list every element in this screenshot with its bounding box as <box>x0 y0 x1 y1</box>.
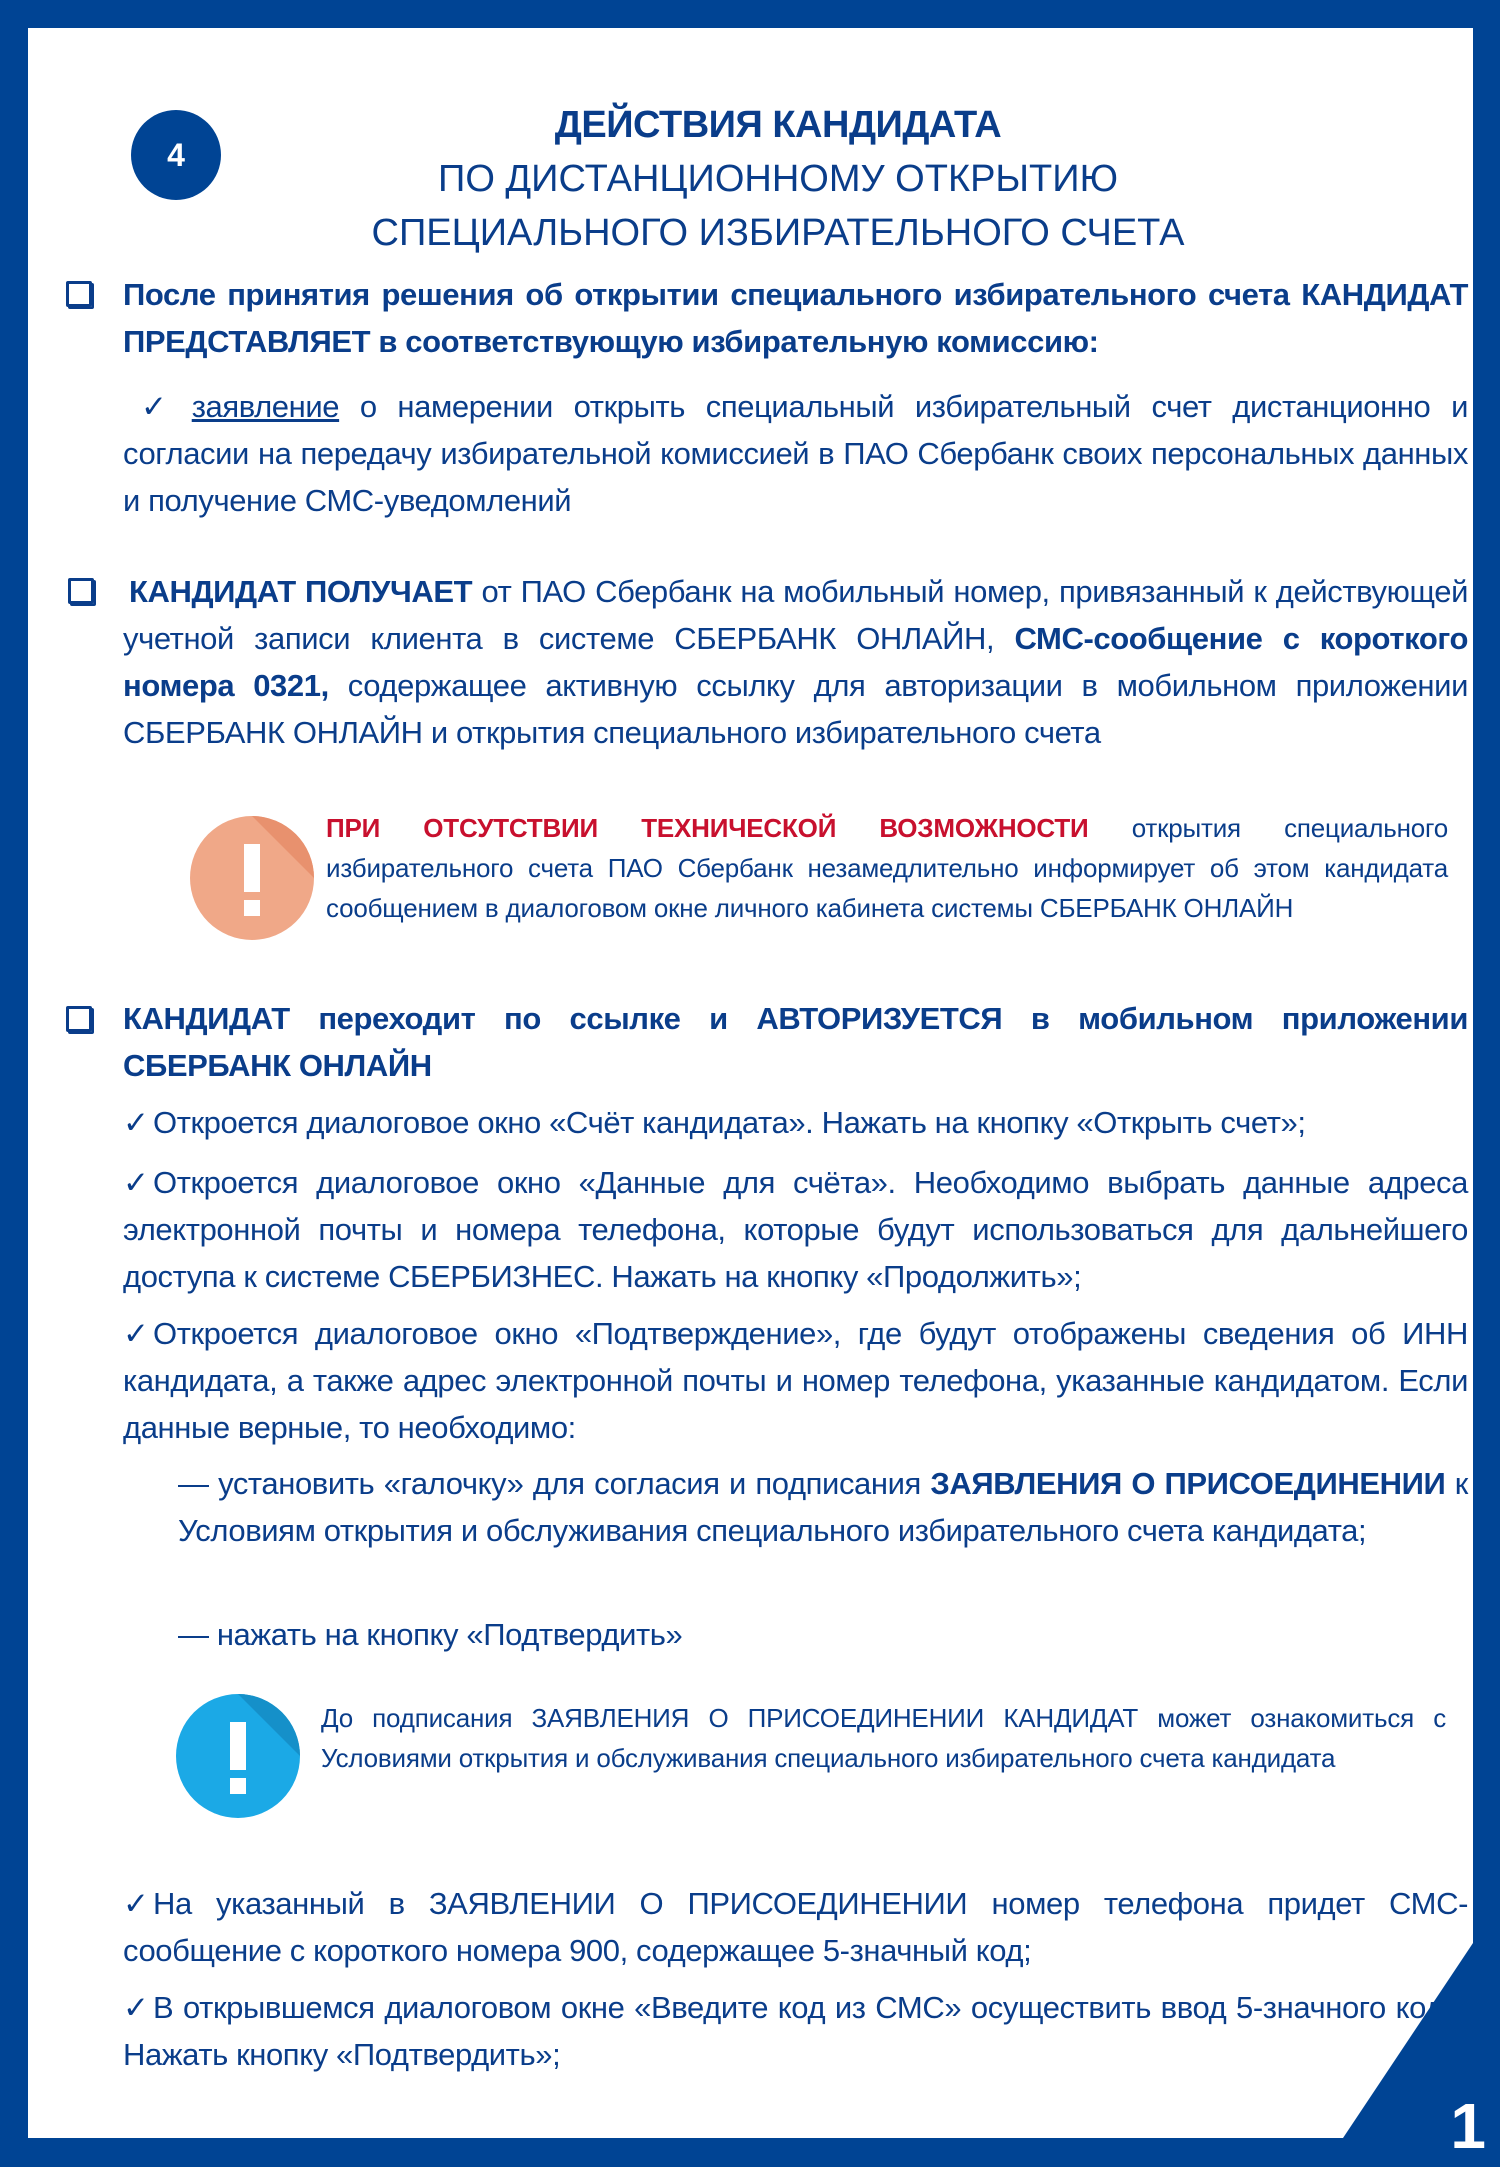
title-line-1: ДЕЙСТВИЯ КАНДИДАТА <box>554 104 1002 146</box>
section-1-text-a: После принятия решения об открытии специального избирательного счета <box>123 277 1302 312</box>
info-note: До подписания ЗАЯВЛЕНИЯ О ПРИСОЕДИНЕНИИ КАНДИДАТ может ознакомиться с Условиями открытия и обслуживания специального избирательного счета кандидата <box>321 1703 1446 1773</box>
step-number-badge: 4 <box>131 110 221 200</box>
section-2-text-1: от ПАО Сбербанк на мобильный номер, привязанный к действующей учетной записи клиента в системе СБЕРБАНК ОНЛАЙН, <box>123 574 1469 656</box>
sub-item-bold: ЗАЯВЛЕНИЯ О ПРИСОЕДИНЕНИИ <box>930 1466 1446 1501</box>
item-text: На указанный в ЗАЯВЛЕНИИ О ПРИСОЕДИНЕНИИ номер телефона придет СМС-сообщение с короткого номера 900, содержащее 5-значный код; <box>123 1886 1468 1968</box>
sub-item-text: установить «галочку» для согласия и подписания <box>208 1466 931 1501</box>
section-3-item-2 <box>123 1159 1468 1300</box>
warning-note <box>326 808 1448 928</box>
section-1-item-text: о намерении открыть специальный избирательный счет дистанционно и согласии на передачу избирательной комиссией в ПАО Сбербанк своих персональных данных и получение СМС-уведомлений <box>123 389 1468 518</box>
checkbox-bullet-icon <box>68 578 94 604</box>
sub-item-2 <box>178 1611 1468 1658</box>
check-icon: ✓ <box>123 1990 149 2025</box>
dash-bullet: — <box>178 1617 209 1652</box>
checkbox-bullet-icon <box>66 281 92 307</box>
statement-link[interactable]: заявление <box>191 389 340 424</box>
warning-text: открытия специального избирательного счета ПАО Сбербанк незамедлительно информирует об этом кандидата сообщением в диалоговом окне личного кабинета системы СБЕРБАНК ОНЛАЙН <box>326 813 1448 923</box>
section-4-item-1 <box>123 1880 1468 1974</box>
page-title <box>278 98 1278 260</box>
sub-item-tail: к Условиям открытия и обслуживания специального избирательного счета кандидата; <box>178 1466 1468 1548</box>
section-1-heading <box>123 271 1468 365</box>
section-1-text-b: в соответствующую избирательную комиссию: <box>370 324 1099 359</box>
section-2-bold-2: СМС-сообщение с короткого номера 0321, <box>123 621 1468 703</box>
section-2-bold-1: КАНДИДАТ ПОЛУЧАЕТ <box>129 574 473 609</box>
section-4-item-2 <box>123 1984 1468 2078</box>
item-text: Откроется диалоговое окно «Данные для счёта». Необходимо выбрать данные адреса электронной почты и номера телефона, которые будут использоваться для дальнейшего доступа к системе СБЕРБИЗНЕС. Нажать на кнопку «Продолжить»; <box>123 1165 1468 1294</box>
sub-item-1 <box>178 1460 1468 1554</box>
check-icon: ✓ <box>123 1886 149 1921</box>
checkbox-bullet-icon <box>66 1006 92 1032</box>
check-icon: ✓ <box>123 1316 149 1351</box>
section-1-item <box>123 383 1468 524</box>
section-3-heading: КАНДИДАТ переходит по ссылке и АВТОРИЗУЕТСЯ в мобильном приложении СБЕРБАНК ОНЛАЙН <box>123 1001 1468 1083</box>
sub-item-text: нажать на кнопку «Подтвердить» <box>208 1617 683 1652</box>
dash-bullet: — <box>178 1466 209 1501</box>
info-exclamation-icon <box>176 1694 300 1818</box>
check-icon: ✓ <box>141 389 167 424</box>
warning-highlight: ПРИ ОТСУТСТВИИ ТЕХНИЧЕСКОЙ ВОЗМОЖНОСТИ <box>326 813 1089 843</box>
section-1-text-bold: КАНДИДАТ ПРЕДСТАВЛЯЕТ <box>123 277 1468 359</box>
section-3-item-3 <box>123 1310 1468 1451</box>
check-icon: ✓ <box>123 1165 149 1200</box>
section-3-item-1 <box>123 1099 1468 1146</box>
item-text: Откроется диалоговое окно «Счёт кандидата». Нажать на кнопку «Открыть счет»; <box>153 1105 1306 1140</box>
page-number: 1 <box>1450 2090 1486 2162</box>
section-2-text <box>123 568 1468 756</box>
warning-exclamation-icon <box>190 816 314 940</box>
check-icon: ✓ <box>123 1105 149 1140</box>
item-text: В открывшемся диалоговом окне «Введите код из СМС» осуществить ввод 5-значного кода. Нажать кнопку «Подтвердить»; <box>123 1990 1468 2072</box>
item-text: Откроется диалоговое окно «Подтверждение», где будут отображены сведения об ИНН кандидата, а также адрес электронной почты и номер телефона, указанные кандидатом. Если данные верные, то необходимо: <box>123 1316 1468 1445</box>
section-2-text-2: содержащее активную ссылку для авторизации в мобильном приложении СБЕРБАНК ОНЛАЙН и открытия специального избирательного счета <box>123 668 1468 750</box>
document-page <box>28 28 1473 2138</box>
title-line-3: СПЕЦИАЛЬНОГО ИЗБИРАТЕЛЬНОГО СЧЕТА <box>371 212 1185 254</box>
title-line-2: ПО ДИСТАНЦИОННОМУ ОТКРЫТИЮ <box>438 158 1118 200</box>
